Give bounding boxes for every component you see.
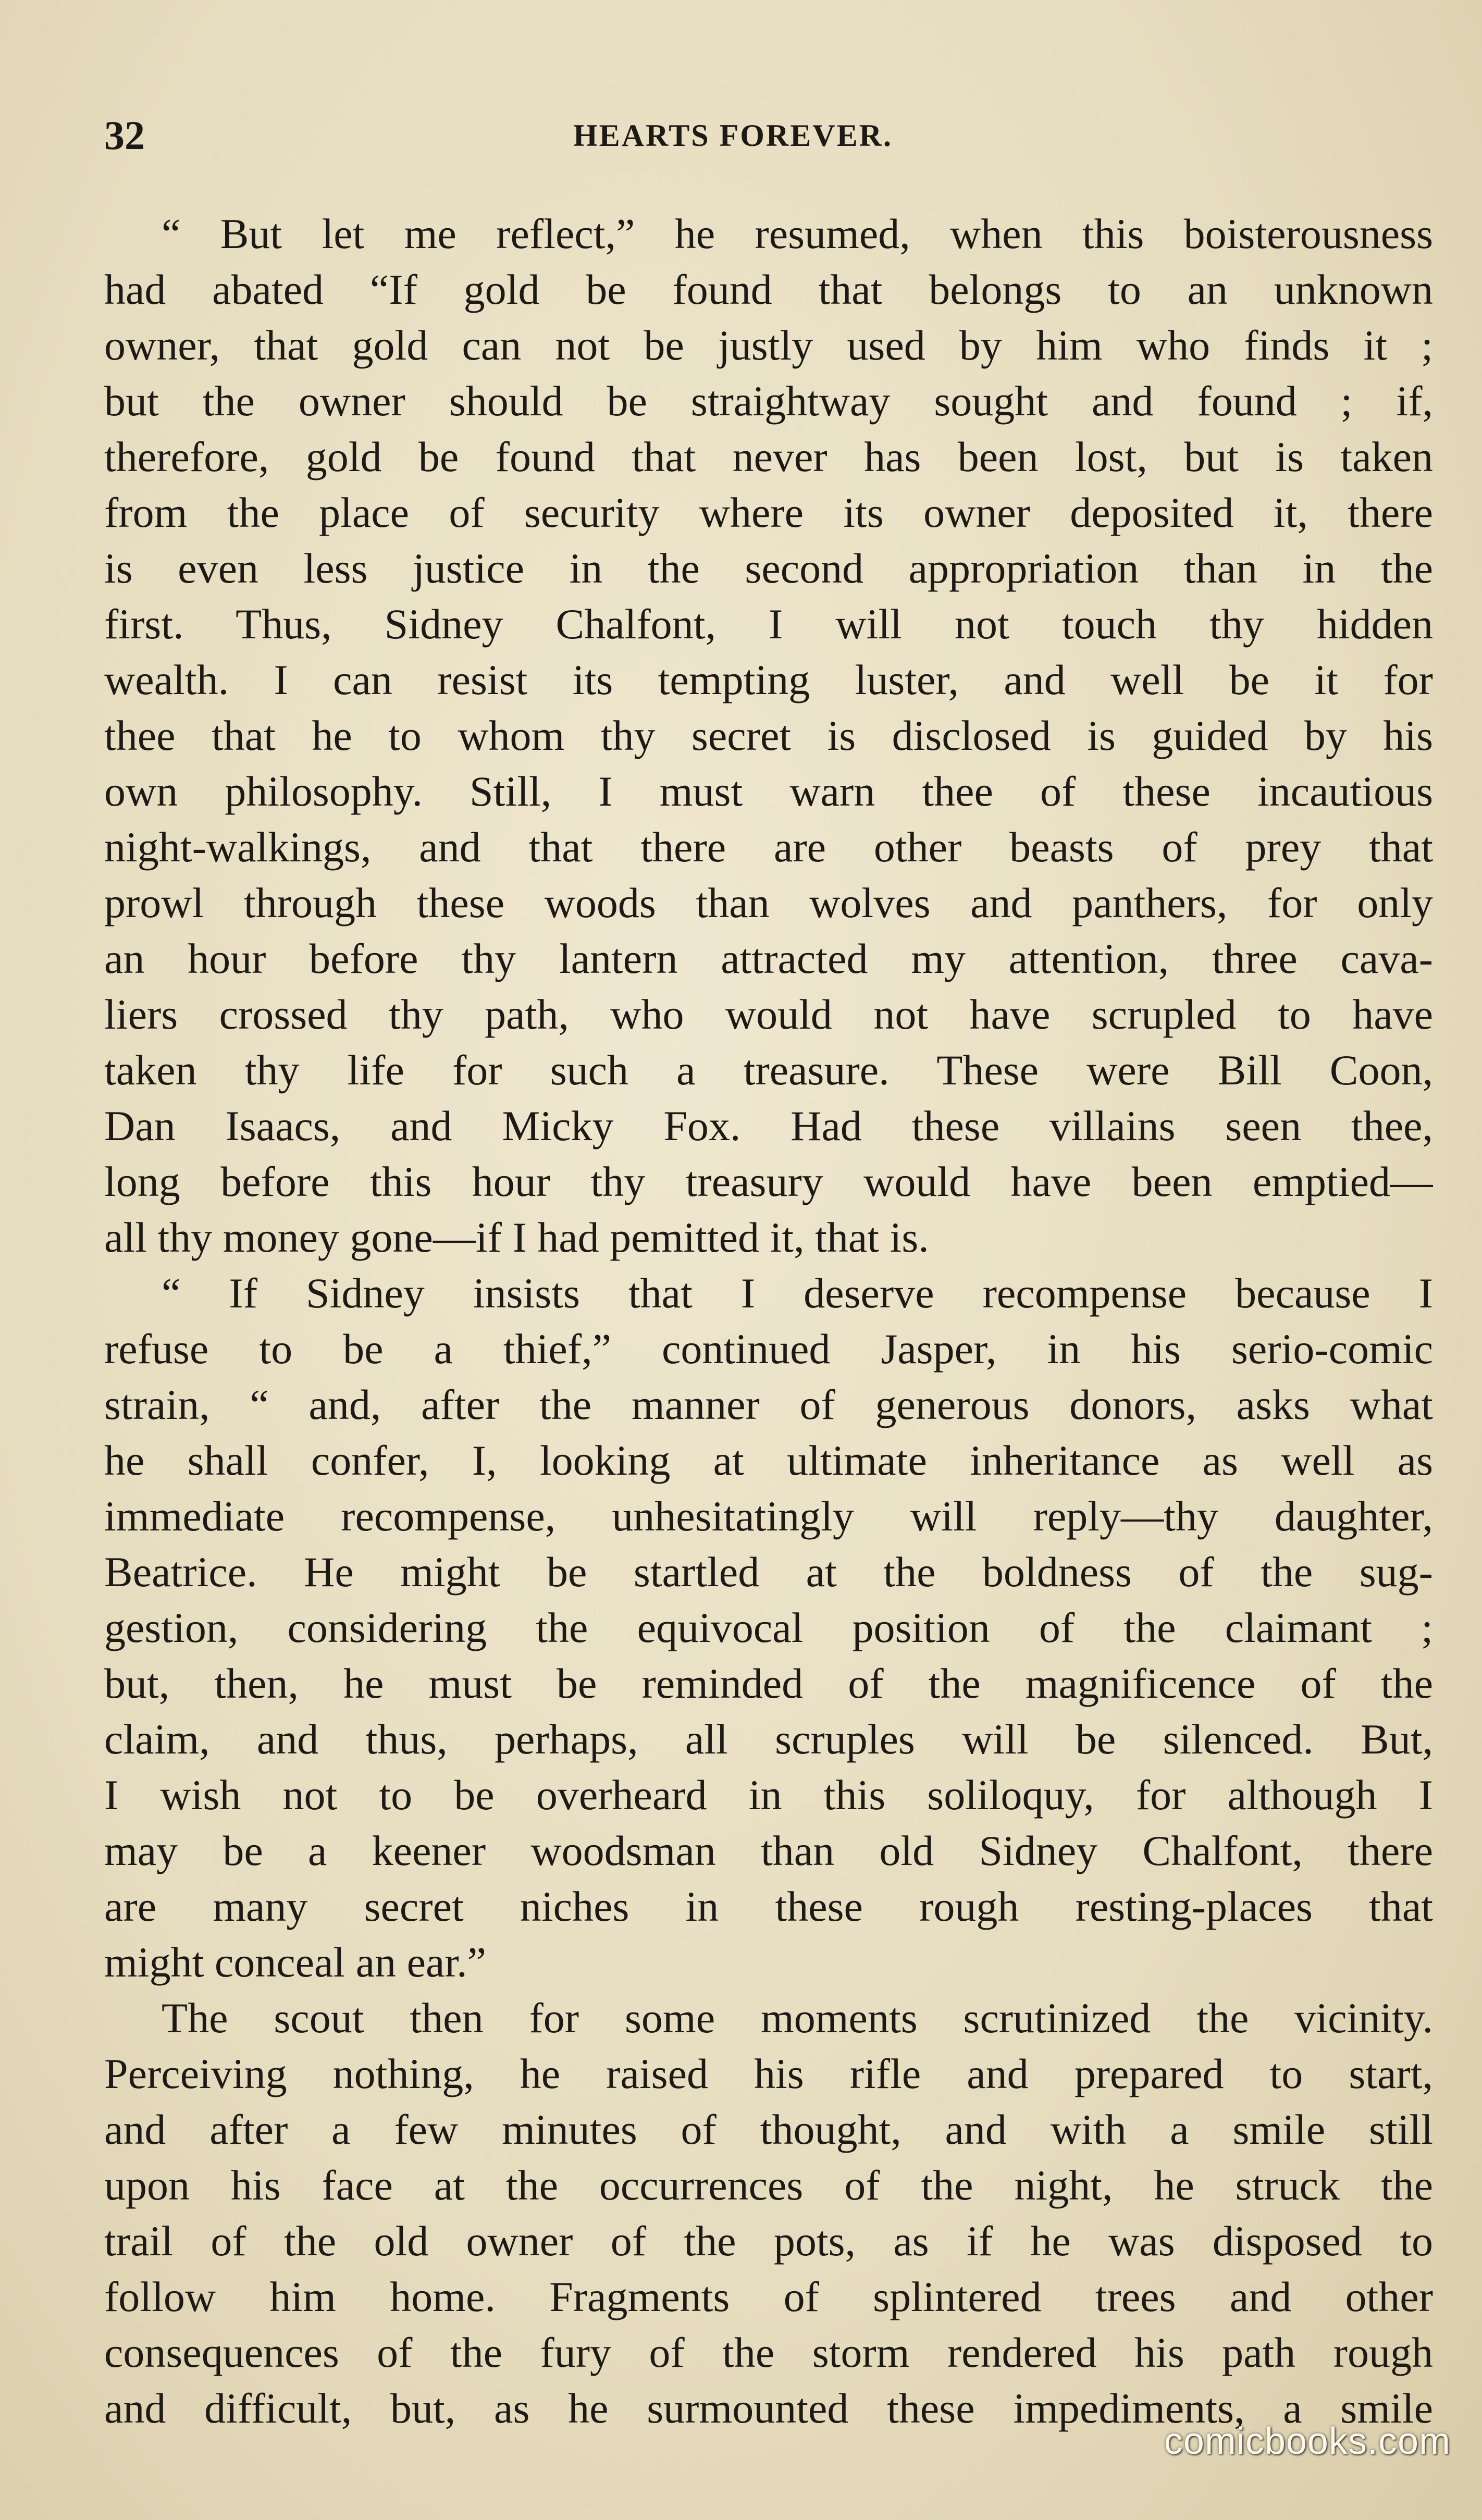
text-line: he shall confer, I, looking at ultimate inheritance as well as bbox=[104, 1437, 1433, 1484]
text-line: I wish not to be overheard in this soliloquy, for although I bbox=[104, 1771, 1433, 1819]
text-line: Beatrice. He might be startled at the boldness of the sug- bbox=[104, 1548, 1433, 1596]
text-line: thee that he to whom thy secret is disclosed is guided by his bbox=[104, 712, 1433, 759]
text-line: from the place of security where its owner deposited it, there bbox=[104, 489, 1433, 536]
text-line: “ But let me reflect,” he resumed, when this boisterousness bbox=[162, 210, 1433, 257]
page-header bbox=[104, 107, 1433, 164]
text-line: may be a keener woodsman than old Sidney Chalfont, there bbox=[104, 1827, 1433, 1874]
text-line: might conceal an ear.” bbox=[104, 1938, 487, 1986]
text-line: had abated “If gold be found that belongs to an unknown bbox=[104, 266, 1433, 313]
text-line: own philosophy. Still, I must warn thee of these incautious bbox=[104, 768, 1433, 815]
page-number: 32 bbox=[104, 113, 145, 158]
text-line: but the owner should be straightway sought and found ; if, bbox=[104, 377, 1433, 425]
text-line: and difficult, but, as he surmounted these impediments, a smile bbox=[104, 2385, 1433, 2432]
body-text bbox=[104, 206, 1433, 2436]
paragraph-3 bbox=[104, 1990, 1433, 2436]
running-head: HEARTS FOREVER. bbox=[573, 118, 893, 153]
text-line: but, then, he must be reminded of the magnificence of the bbox=[104, 1660, 1433, 1707]
text-line: liers crossed thy path, who would not have scrupled to have bbox=[104, 991, 1433, 1038]
text-line: is even less justice in the second appropriation than in the bbox=[104, 545, 1433, 592]
text-line: refuse to be a thief,” continued Jasper, in his serio-comic bbox=[104, 1325, 1433, 1373]
text-line: are many secret niches in these rough resting-places that bbox=[104, 1883, 1433, 1930]
text-line: claim, and thus, perhaps, all scruples will be silenced. But, bbox=[104, 1715, 1433, 1763]
text-line: The scout then for some moments scrutinized the vicinity. bbox=[162, 1994, 1433, 2042]
paragraph-1 bbox=[104, 206, 1433, 1265]
text-line: immediate recompense, unhesitatingly will reply—thy daughter, bbox=[104, 1492, 1433, 1540]
text-line: an hour before thy lantern attracted my attention, three cava- bbox=[104, 935, 1433, 982]
text-line: night-walkings, and that there are other beasts of prey that bbox=[104, 823, 1433, 871]
text-line: strain, “ and, after the manner of generous donors, asks what bbox=[104, 1381, 1433, 1428]
text-line: follow him home. Fragments of splintered trees and other bbox=[104, 2273, 1433, 2320]
text-line: consequences of the fury of the storm rendered his path rough bbox=[104, 2329, 1433, 2376]
text-line: therefore, gold be found that never has been lost, but is taken bbox=[104, 433, 1433, 480]
text-line: trail of the old owner of the pots, as if he was disposed to bbox=[104, 2217, 1433, 2265]
text-line: long before this hour thy treasury would have been emptied— bbox=[104, 1158, 1433, 1205]
text-line: first. Thus, Sidney Chalfont, I will not touch thy hidden bbox=[104, 600, 1433, 648]
text-line: upon his face at the occurrences of the night, he struck the bbox=[104, 2161, 1433, 2209]
text-line: Dan Isaacs, and Micky Fox. Had these villains seen thee, bbox=[104, 1102, 1433, 1150]
text-line: prowl through these woods than wolves and panthers, for only bbox=[104, 879, 1433, 927]
text-line: Perceiving nothing, he raised his rifle and prepared to start, bbox=[104, 2050, 1433, 2097]
text-line: “ If Sidney insists that I deserve recompense because I bbox=[162, 1269, 1433, 1317]
text-line: all thy money gone—if I had pemitted it, that is. bbox=[104, 1214, 929, 1261]
text-line: taken thy life for such a treasure. These were Bill Coon, bbox=[104, 1046, 1433, 1094]
paragraph-2 bbox=[104, 1265, 1433, 1990]
watermark-text: comicbooks.com bbox=[1164, 2420, 1451, 2462]
text-line: owner, that gold can not be justly used by him who finds it ; bbox=[104, 322, 1433, 369]
text-line: and after a few minutes of thought, and with a smile still bbox=[104, 2106, 1433, 2153]
text-line: gestion, considering the equivocal position of the claimant ; bbox=[104, 1604, 1433, 1651]
text-line: wealth. I can resist its tempting luster, and well be it for bbox=[104, 656, 1433, 703]
